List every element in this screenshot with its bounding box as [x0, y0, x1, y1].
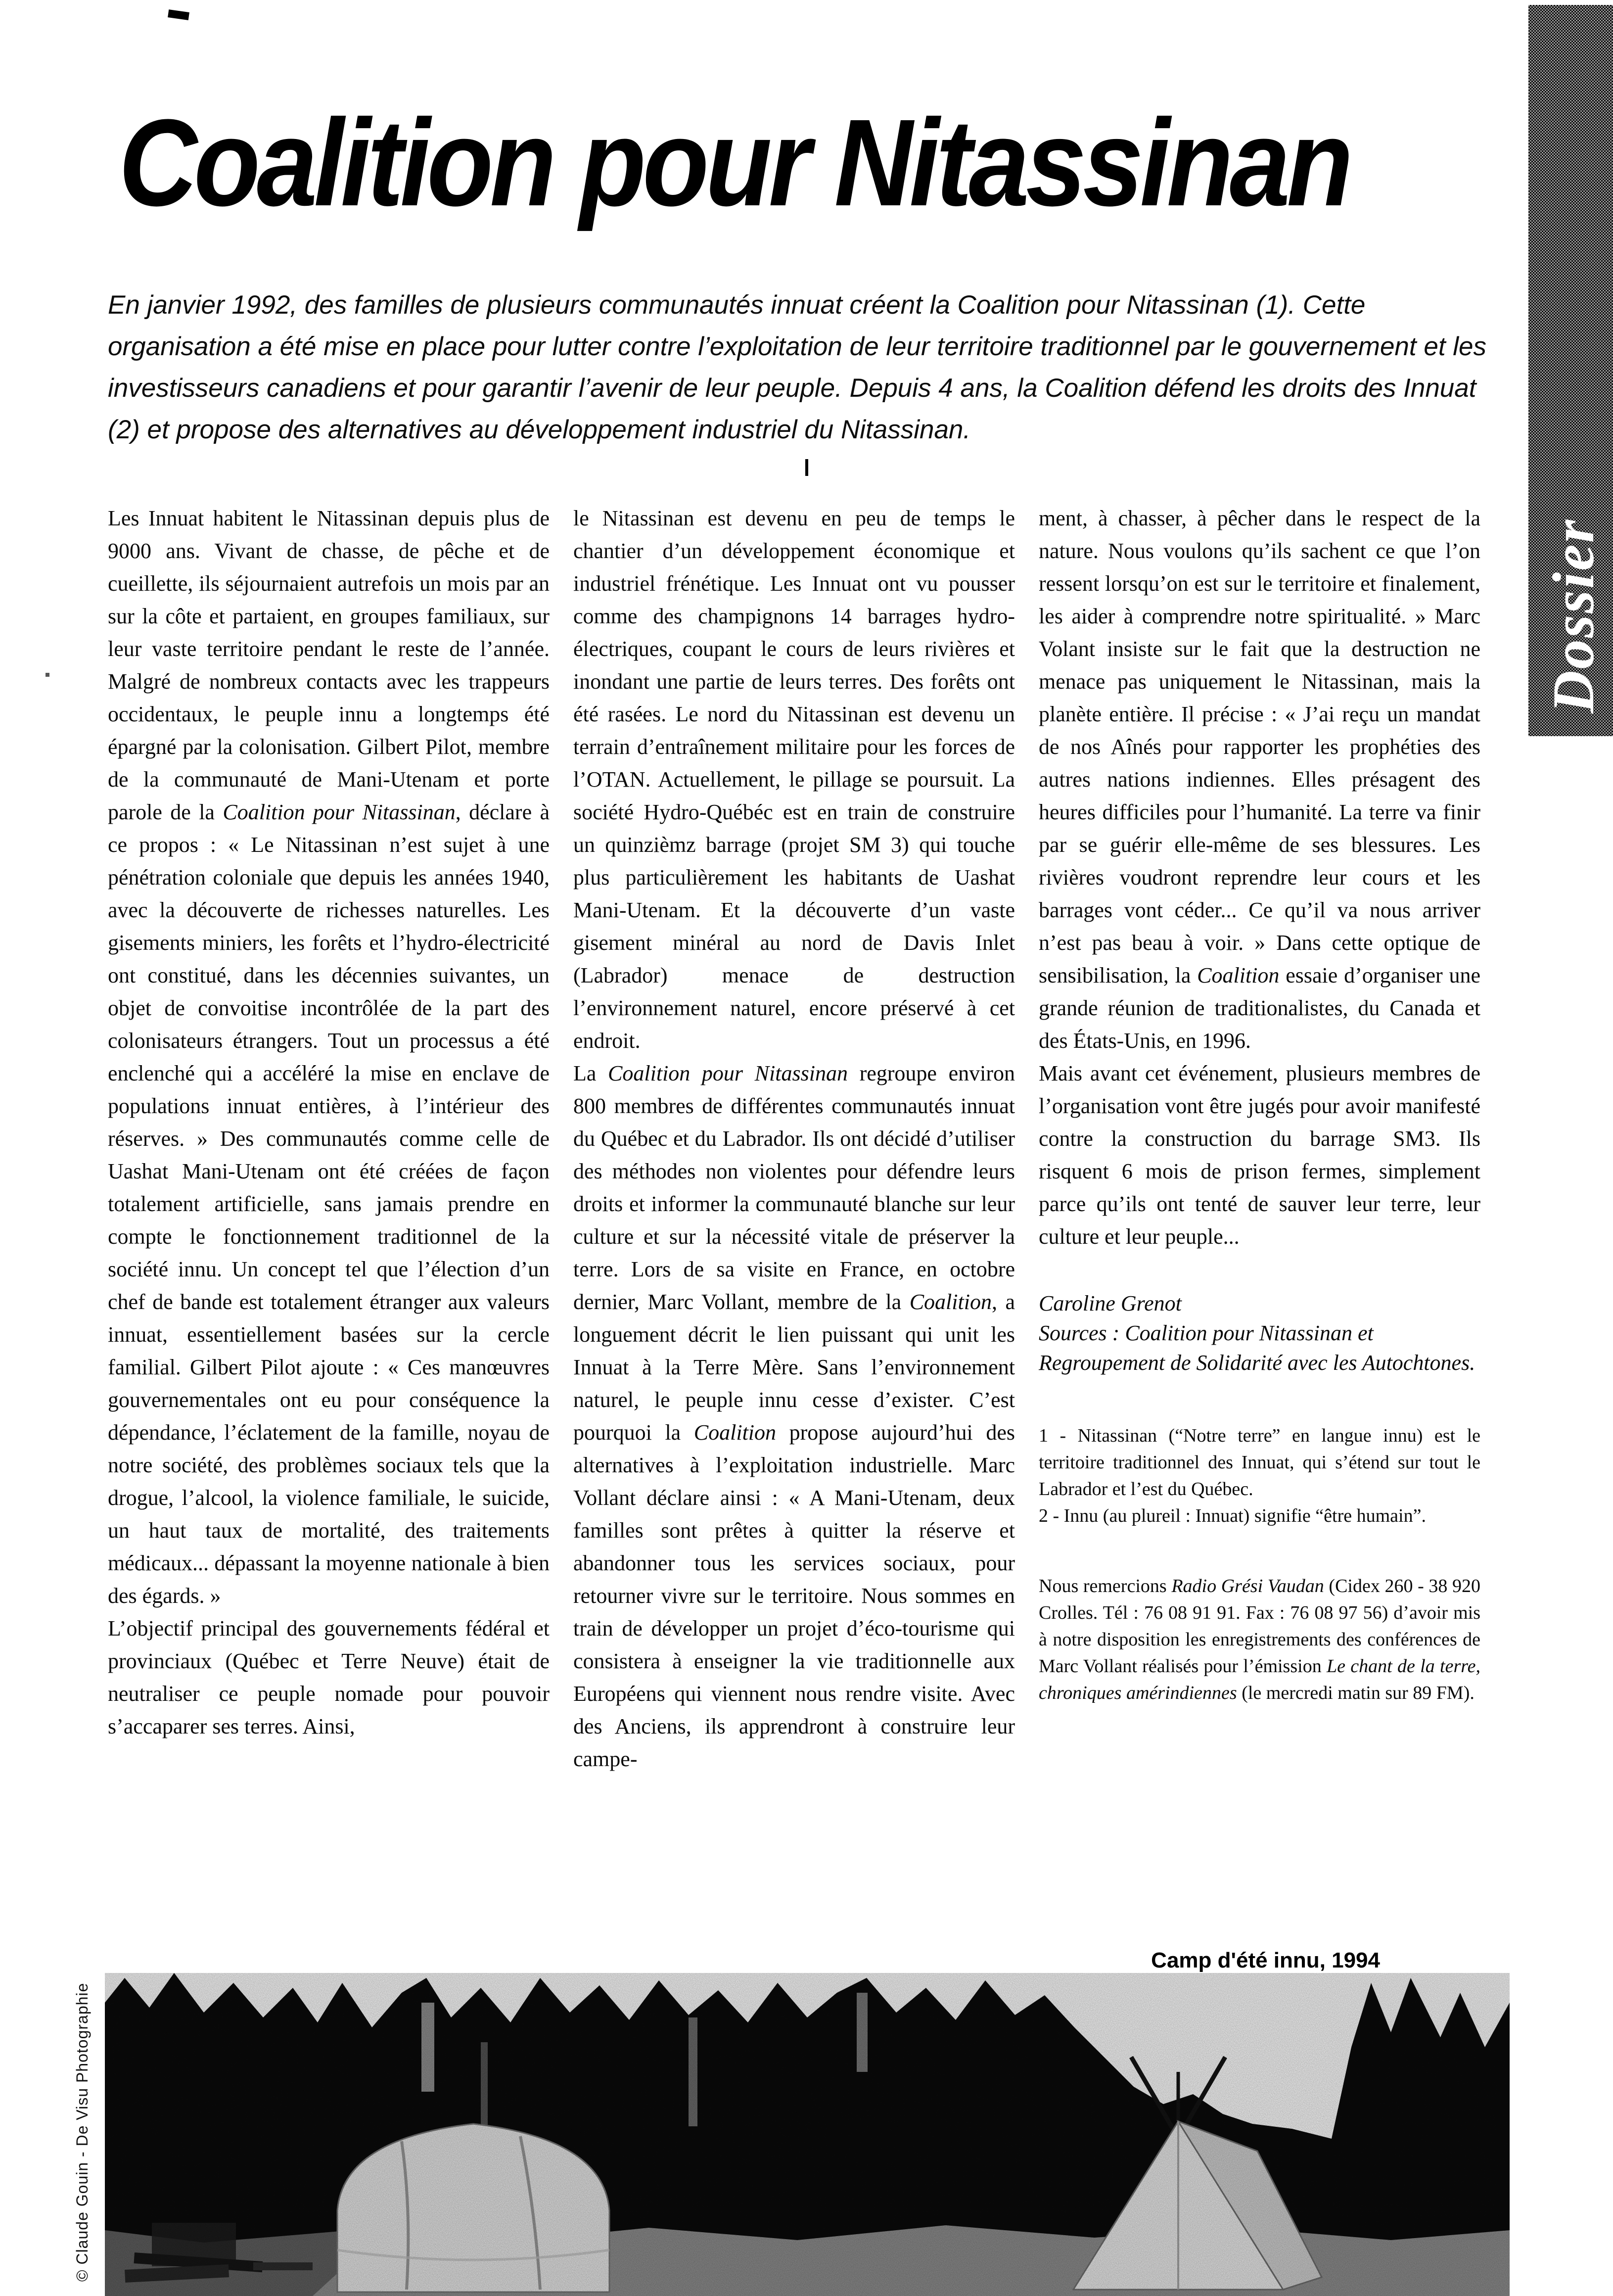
- article-body: [108, 502, 1481, 1776]
- paragraph: L’objectif principal des gouvernements fédéral et provinciaux (Québec et Terre Neuve) était de neutraliser ce peuple nomade pour pouvoir s’accaparer ses terres. Ainsi,: [108, 1616, 550, 1738]
- column-3: [1039, 502, 1480, 1776]
- camp-photo-illustration: [105, 1973, 1510, 2296]
- article-intro: En janvier 1992, des familles de plusieurs communautés innuat créent la Coalition pour Nitassinan (1). Cette organisation a été mise en place pour lutter contre l’exploitation de leur territoire traditionnel par le gouvernement et les investisseurs canadiens et pour garantir l’avenir de leur peuple. Depuis 4 ans, la Coalition défend les droits des Innuat (2) et propose des alternatives au développement industriel du Nitassinan.: [108, 290, 1487, 444]
- photo-credit: © Claude Gouin - De Visu Photographie: [73, 1982, 91, 2282]
- article-title: Coalition pour Nitassinan: [119, 94, 1350, 232]
- photo-caption: Camp d'été innu, 1994: [1151, 1948, 1380, 1972]
- dossier-tab: [1528, 5, 1613, 736]
- sources-line: Sources : Coalition pour Nitassinan et Regroupement de Solidarité avec les Autochtones.: [1039, 1321, 1475, 1375]
- paragraph: Les Innuat habitent le Nitassinan depuis plus de 9000 ans. Vivant de chasse, de pêche et de cueillette, ils séjournaient autrefois un mois par an sur la côte et partaient, en groupes familiaux, sur leur vaste territoire pendant le reste de l’année. Malgré de nombreux contacts avec les trappeurs occidentaux, le peuple innu a longtemps été épargné par la colonisation. Gilbert Pilot, membre de la communauté de Mani-Utenam et porte parole de la Coalition pour Nitassinan, déclare à ce propos : « Le Nitassinan n’est sujet à une pénétration coloniale que depuis les années 1940, avec la découverte de richesses naturelles. Les gisements miniers, les forêts et l’hydro-électricité ont constitué, dans les décennies suivantes, un objet de convoitise incontrôlée de la part des colonisateurs étrangers. Tout un processus a été enclenché qui a accéléré la mise en enclave de populations innuat entières, à l’intérieur des réserves. » Des communautés comme celle de Uashat Mani-Utenam ont été créées de façon totalement artificielle, sans jamais prendre en compte le fonctionnement traditionnel de la société innu. Un concept tel que l’élection d’un chef de bande est totalement étranger aux valeurs innuat, essentiellement basées sur la cercle familial. Gilbert Pilot ajoute : « Ces manœuvres gouvernementales ont eu pour conséquence la dépendance, l’éclatement de la famille, noyau de notre société, des problèmes sociaux tels que la drogue, l’alcool, la violence familiale, le suicide, un haut taux de mortalité, des traitements médicaux... dépassant la moyenne nationale à bien des égards. »: [108, 506, 550, 1608]
- acknowledgement: Nous remercions Radio Grési Vaudan (Cidex 260 - 38 920 Crolles. Tél : 76 08 91 91. Fax : 76 08 97 56) d’avoir mis à notre disposition les enregistrements des conférences de Marc Vollant réalisés pour l’émission Le chant de la terre, chroniques amérindiennes (le mercredi matin sur 89 FM).: [1039, 1576, 1481, 1703]
- scan-artifact: [46, 673, 49, 677]
- paragraph: ment, à chasser, à pêcher dans le respect de la nature. Nous voulons qu’ils sachent ce que l’on ressent lorsqu’on est sur le territoire et finalement, les aider à comprendre notre spiritualité. » Marc Volant insiste sur le fait que la destruction ne menace pas uniquement le Nitassinan, mais la planète entière. Il précise : « J’ai reçu un mandat de nos Aînés pour rapporter les prophéties des autres nations indiennes. Elles présagent des heures difficiles pour l’humanité. La terre va finir par se guérir elle-même de ses blessures. Les rivières voudront reprendre leur cours et les barrages vont céder... Ce qu’il va nous arriver n’est pas beau à voir. » Dans cette optique de sensibilisation, la Coalition essaie d’organiser une grande réunion de traditionalistes, du Canada et des États-Unis, en 1996.: [1039, 506, 1480, 1053]
- footnotes: [1039, 1422, 1480, 1529]
- photo-camp: [105, 1973, 1510, 2296]
- column-1: [108, 502, 550, 1776]
- footnote-2: 2 - Innu (au plureil : Innuat) signifie “être humain”.: [1039, 1505, 1426, 1526]
- scan-artifact: [805, 459, 808, 476]
- scan-artifact: [168, 9, 189, 20]
- column-2: [573, 502, 1015, 1776]
- paragraph: Mais avant cet événement, plusieurs membres de l’organisation vont être jugés pour avoir manifesté contre la construction du barrage SM3. Ils risquent 6 mois de prison fermes, simplement parce qu’ils ont tenté de sauver leur terre, leur culture et leur peuple...: [1039, 1061, 1480, 1249]
- paragraph: le Nitassinan est devenu en peu de temps le chantier d’un développement économique et industriel frénétique. Les Innuat ont vu pousser comme des champignons 14 barrages hydro-électriques, coupant le cours de leurs rivières et inondant une partie de leurs terres. Des forêts ont été rasées. Le nord du Nitassinan est devenu un terrain d’entraînement militaire pour les forces de l’OTAN. Actuellement, le pillage se poursuit. La société Hydro-Québéc est en train de construire un quinzièmz barrage (projet SM 3) qui touche plus particulièrement les habitants de Uashat Mani-Utenam. Et la découverte d’un vaste gisement minéral au nord de Davis Inlet (Labrador) menace de destruction l’environnement naturel, encore préservé à cet endroit.: [573, 506, 1015, 1053]
- author-name: Caroline Grenot: [1039, 1291, 1182, 1315]
- paragraph: La Coalition pour Nitassinan regroupe environ 800 membres de différentes communautés innuat du Québec et du Labrador. Ils ont décidé d’utiliser des méthodes non violentes pour défendre leurs droits et informer la communauté blanche sur leur culture et sur la nécessité vitale de préserver la terre. Lors de sa visite en France, en octobre dernier, Marc Vollant, membre de la Coalition, a longuement décrit le lien puissant qui unit les Innuat à la Terre Mère. Sans l’environnement naturel, le peuple innu cesse d’exister. C’est pourquoi la Coalition propose aujourd’hui des alternatives à l’exploitation industrielle. Marc Vollant déclare ainsi : « A Mani-Utenam, deux familles sont prêtes à quitter la réserve et abandonner tous les services sociaux, pour retourner vivre sur le territoire. Nous sommes en train de développer un projet d’éco-tourisme qui consistera à enseigner la vie traditionnelle aux Européens qui viennent nous rendre visite. Avec des Anciens, ils apprendront à construire leur campe-: [573, 1061, 1015, 1771]
- footnote-1: 1 - Nitassinan (“Notre terre” en langue innu) est le territoire traditionnel des Innuat, qui s’étend sur tout le Labrador et l’est du Québec.: [1039, 1425, 1480, 1499]
- section-label: Dossier: [1540, 518, 1606, 713]
- byline: [1039, 1289, 1480, 1378]
